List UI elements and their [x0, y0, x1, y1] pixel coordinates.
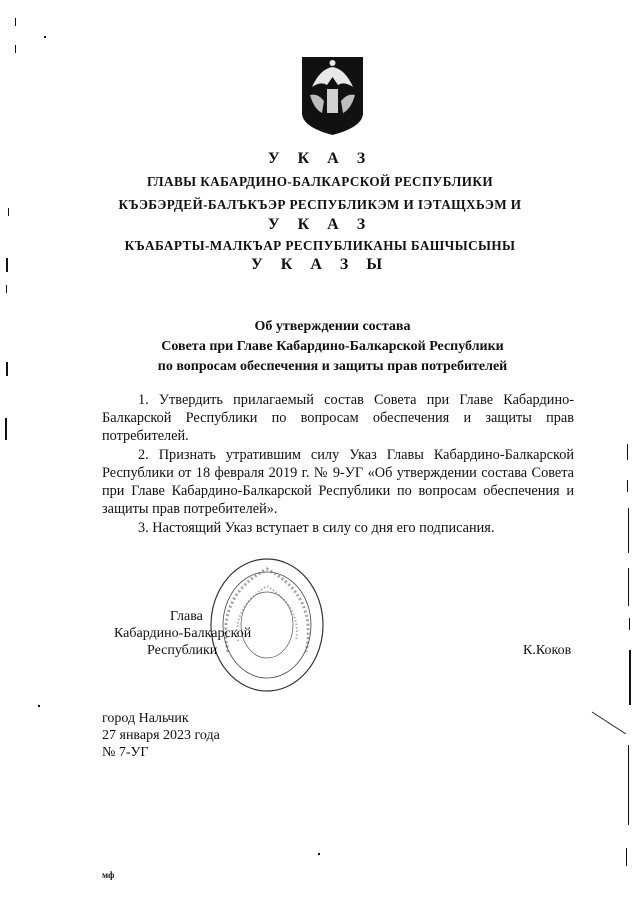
- decree-heading-kbd: У К А З: [267, 216, 373, 233]
- scan-mark: [629, 618, 630, 630]
- scan-mark: [628, 568, 629, 606]
- decree-title-line-3: по вопросам обеспечения и защиты прав потребителей: [157, 359, 508, 374]
- decree-title-line-2: Совета при Главе Кабардино-Балкарской Республики: [161, 339, 504, 354]
- scan-mark: [6, 362, 8, 376]
- decree-title-line-1: Об утверждении состава: [254, 319, 411, 334]
- head-of-republic-ru: ГЛАВЫ КАБАРДИНО-БАЛКАРСКОЙ РЕСПУБЛИКИ: [147, 174, 493, 189]
- scan-mark: [6, 285, 7, 293]
- decree-heading-ru: У К А З: [267, 150, 373, 167]
- executor-initials: мф: [102, 870, 115, 880]
- scan-mark: [15, 45, 16, 53]
- scan-mark: [627, 444, 628, 460]
- scan-mark: [627, 480, 628, 492]
- signature-title-line-3: Республики: [147, 643, 218, 658]
- scan-mark: [5, 418, 7, 440]
- signature-title-line-1: Глава: [170, 609, 203, 624]
- scan-dot: [38, 705, 40, 707]
- scan-dot: [318, 853, 320, 855]
- decree-title: [100, 317, 565, 377]
- decree-paragraph-2: 2. Признать утратившим силу Указ Главы Кабардино-Балкарской Республики от 18 февраля 2019 г. № 9-УГ «Об утверждении состава Совета при Главе Кабардино-Балкарской Республики по вопросам обеспечения и защиты прав потребителей».: [102, 447, 574, 517]
- scan-mark: [590, 708, 630, 738]
- decree-number: № 7-УГ: [102, 745, 149, 760]
- scan-mark: [628, 508, 629, 553]
- signature-title-line-2: Кабардино-Балкарской: [114, 626, 252, 641]
- scan-mark: [628, 745, 629, 825]
- signing-date: 27 января 2023 года: [102, 728, 220, 743]
- scan-mark: [629, 650, 631, 705]
- head-of-republic-krc: КЪАБАРТЫ-МАЛКЪАР РЕСПУБЛИКАНЫ БАШЧЫСЫНЫ: [124, 238, 516, 253]
- head-of-republic-kbd: КЪЭБЭРДЕЙ-БАЛЪКЪЭР РЕСПУБЛИКЭМ И ІЭТАЩХЬЭМ И: [118, 197, 522, 212]
- scan-mark: [6, 258, 8, 272]
- scan-mark: [15, 18, 16, 26]
- decree-heading-krc: У К А З Ы: [250, 256, 390, 273]
- scan-mark: [8, 208, 9, 216]
- decree-paragraph-1: 1. Утвердить прилагаемый состав Совета при Главе Кабардино-Балкарской Республики по вопросам обеспечения и защиты прав потребителей.: [102, 392, 574, 444]
- place-of-signing: город Нальчик: [102, 711, 189, 726]
- scan-dot: [44, 36, 46, 38]
- signatory-name: К.Коков: [523, 643, 572, 658]
- scan-mark: [626, 848, 627, 866]
- decree-paragraph-3: 3. Настоящий Указ вступает в силу со дня его подписания.: [138, 520, 495, 536]
- coat-of-arms-emblem: [300, 55, 365, 137]
